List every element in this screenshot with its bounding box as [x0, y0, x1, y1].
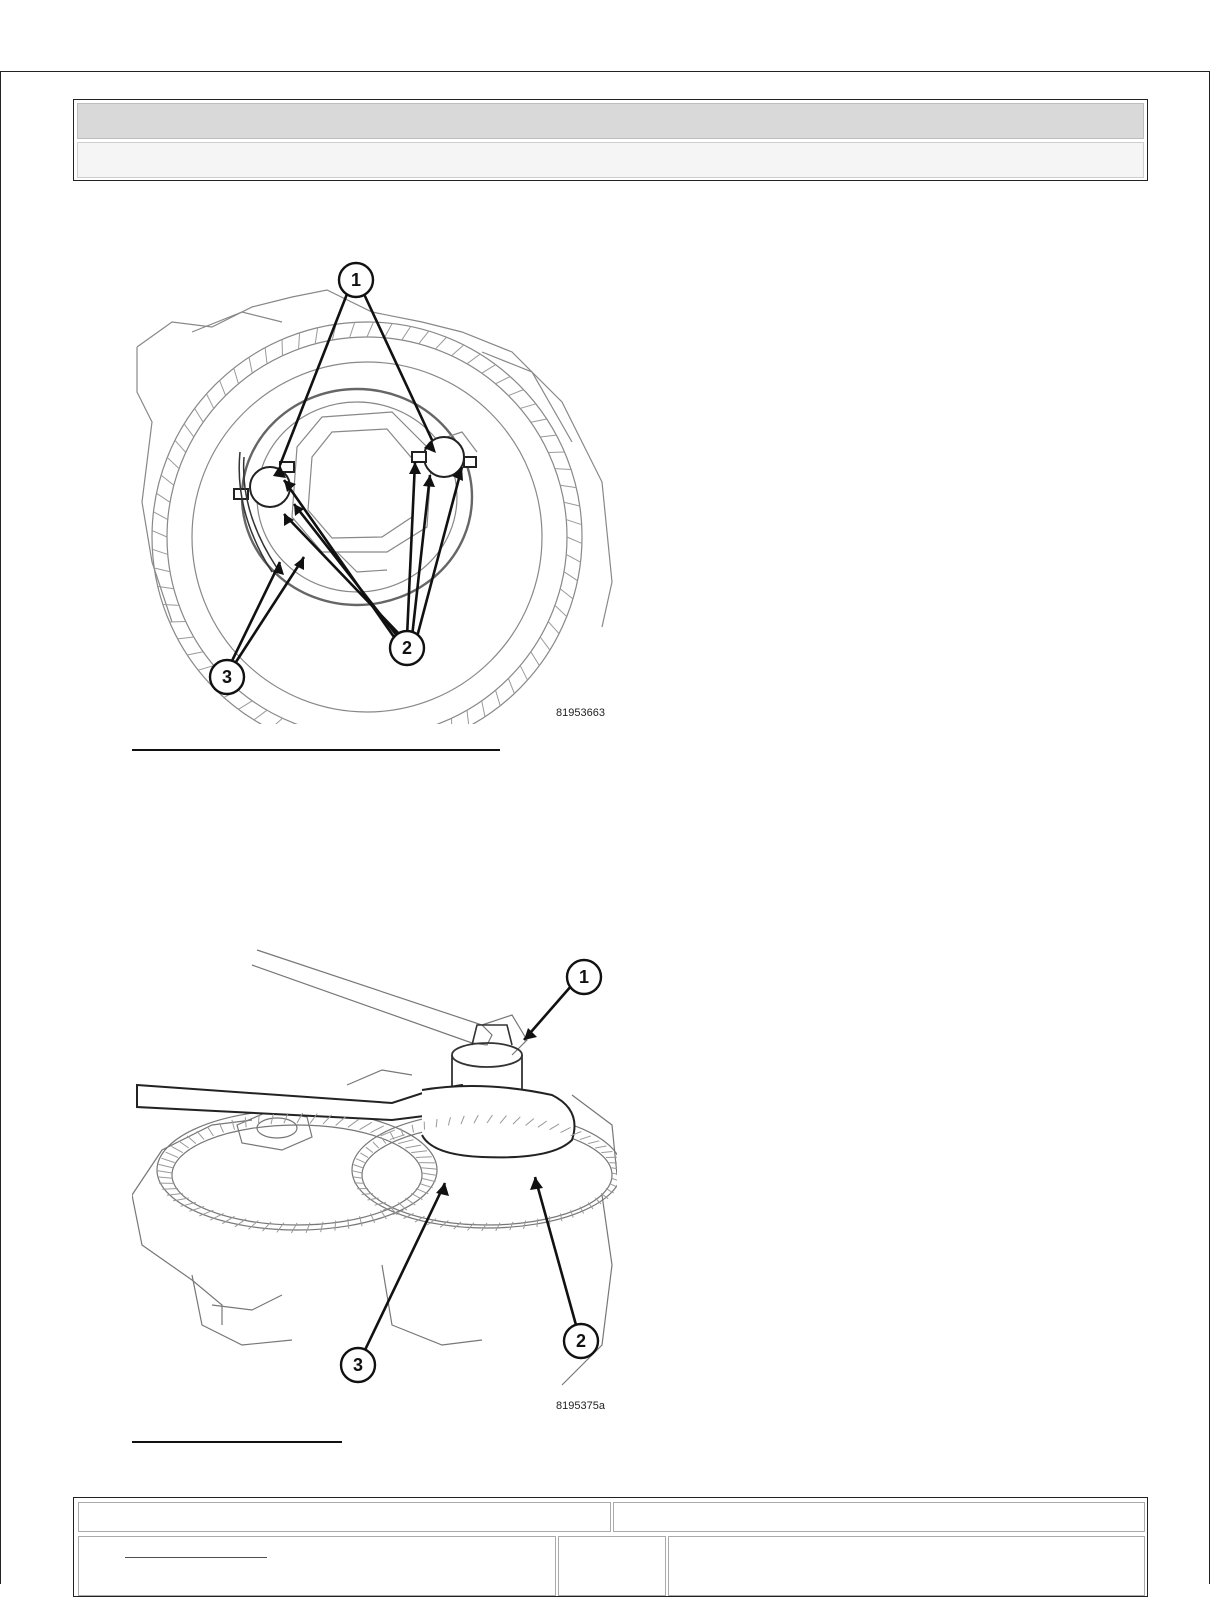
footer-cell-left-bottom [78, 1536, 556, 1596]
header-subtitle-band [77, 142, 1144, 178]
footer-cell-right-top [613, 1502, 1145, 1532]
ring-gear-wrench-drawing [132, 945, 617, 1417]
footer-link[interactable] [125, 1557, 267, 1558]
figure-id-label: 8195375a [556, 1400, 605, 1412]
caption-underline-2 [132, 1441, 342, 1443]
header-table [73, 99, 1148, 181]
callout-2: 2 [402, 638, 412, 658]
callout-1: 1 [579, 967, 589, 987]
footer-table [73, 1497, 1148, 1597]
callout-1: 1 [351, 270, 361, 290]
differential-bearings-drawing [132, 252, 617, 724]
caption-underline-1 [132, 749, 500, 751]
figure-id-label: 81953663 [556, 707, 605, 719]
figure-differential-bearings [132, 252, 617, 724]
callout-2: 2 [576, 1331, 586, 1351]
footer-cell-left-top [78, 1502, 611, 1532]
footer-cell-middle-bottom [558, 1536, 666, 1596]
figure-ring-gear-wrench [132, 945, 617, 1417]
footer-cell-right-bottom [668, 1536, 1145, 1596]
callout-3: 3 [222, 667, 232, 687]
header-title-band [77, 103, 1144, 139]
callout-3: 3 [353, 1355, 363, 1375]
